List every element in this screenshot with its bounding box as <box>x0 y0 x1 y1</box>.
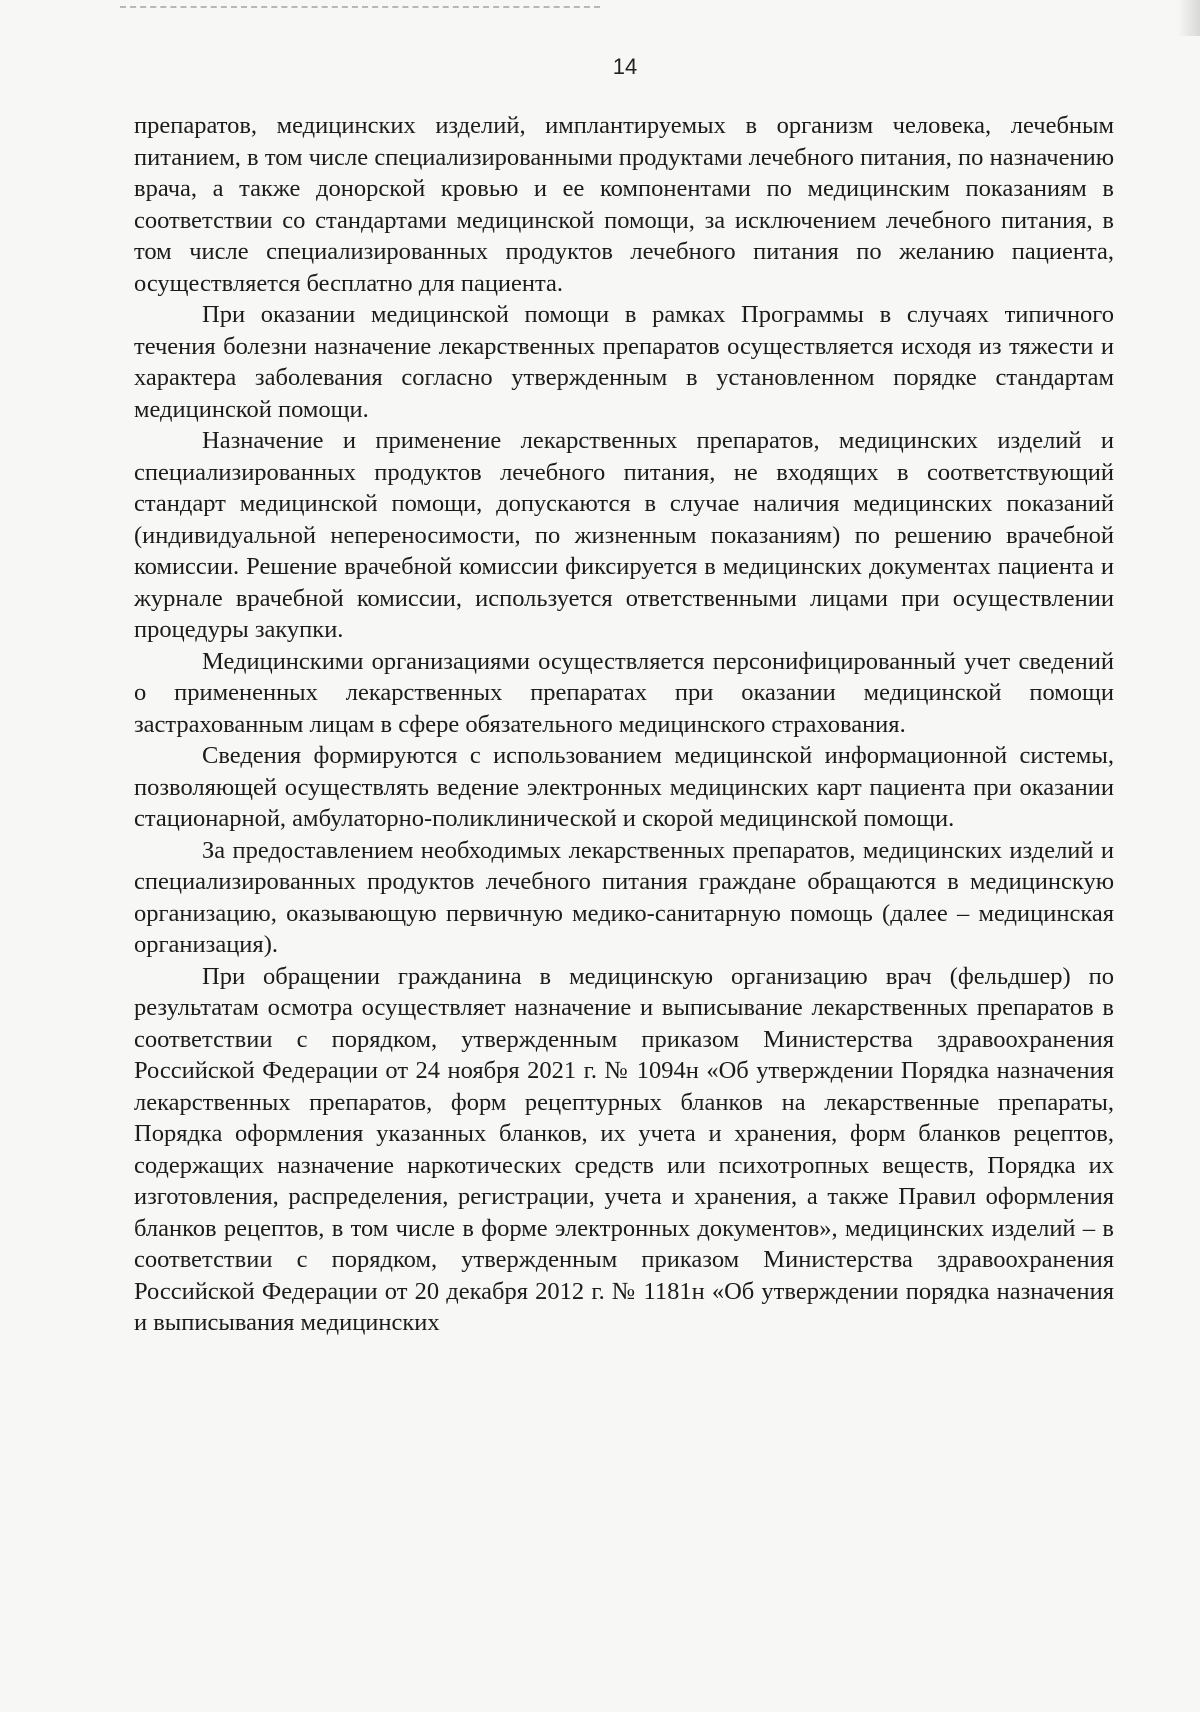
document-body <box>134 110 1114 1339</box>
paragraph: Медицинскими организациями осуществляется персонифицированный учет сведений о примененных лекарственных препаратах при оказании медицинской помощи застрахованным лицам в сфере обязательного медицинского страхования. <box>134 647 1114 738</box>
scan-artifact-edge <box>1178 0 1200 36</box>
paragraph: При обращении гражданина в медицинскую организацию врач (фельдшер) по результатам осмотра осуществляет назначение и выписывание лекарственных препаратов в соответствии с порядком, утвержденным приказом Министерства здравоохранения Российской Федерации от 24 ноября 2021 г. № 1094н «Об утверждении Порядка назначения лекарственных препаратов, форм рецептурных бланков на лекарственные препараты, Порядка оформления указанных бланков, их учета и хранения, форм бланков рецептов, содержащих назначение наркотических средств или психотропных веществ, Порядка их изготовления, распределения, регистрации, учета и хранения, а также Правил оформления бланков рецептов, в том числе в форме электронных документов», медицинских изделий – в соответствии с порядком, утвержденным приказом Министерства здравоохранения Российской Федерации от 20 декабря 2012 г. № 1181н «Об утверждении порядка назначения и выписывания медицинских <box>134 962 1114 1336</box>
paragraph: Сведения формируются с использованием медицинской информационной системы, позволяющей осуществлять ведение электронных медицинских карт пациента при оказании стационарной, амбулаторно-поликлинической и скорой медицинской помощи. <box>134 742 1114 832</box>
paragraph: Назначение и применение лекарственных препаратов, медицинских изделий и специализированных продуктов лечебного питания, не входящих в соответствующий стандарт медицинской помощи, допускаются в случае наличия медицинских показаний (индивидуальной непереносимости, по жизненным показаниям) по решению врачебной комиссии. Решение врачебной комиссии фиксируется в медицинских документах пациента и журнале врачебной комиссии, используется ответственными лицами при осуществлении процедуры закупки. <box>134 427 1114 643</box>
paragraph: За предоставлением необходимых лекарственных препаратов, медицинских изделий и специализированных продуктов лечебного питания граждане обращаются в медицинскую организацию, оказывающую первичную медико-санитарную помощь (далее – медицинская организация). <box>134 836 1114 958</box>
paragraph: препаратов, медицинских изделий, имплантируемых в организм человека, лечебным питанием, в том числе специализированными продуктами лечебного питания, по назначению врача, а также донорской кровью и ее компонентами по медицинским показаниям в соответствии со стандартами медицинской помощи, за исключением лечебного питания, в том числе специализированных продуктов лечебного питания по желанию пациента, осуществляется бесплатно для пациента. <box>134 112 1114 297</box>
paragraph: При оказании медицинской помощи в рамках Программы в случаях типичного течения болезни назначение лекарственных препаратов осуществляется исходя из тяжести и характера заболевания согласно утвержденным в установленном порядке стандартам медицинской помощи. <box>134 301 1114 423</box>
scan-artifact-line <box>120 6 600 8</box>
page-number: 14 <box>612 54 638 79</box>
